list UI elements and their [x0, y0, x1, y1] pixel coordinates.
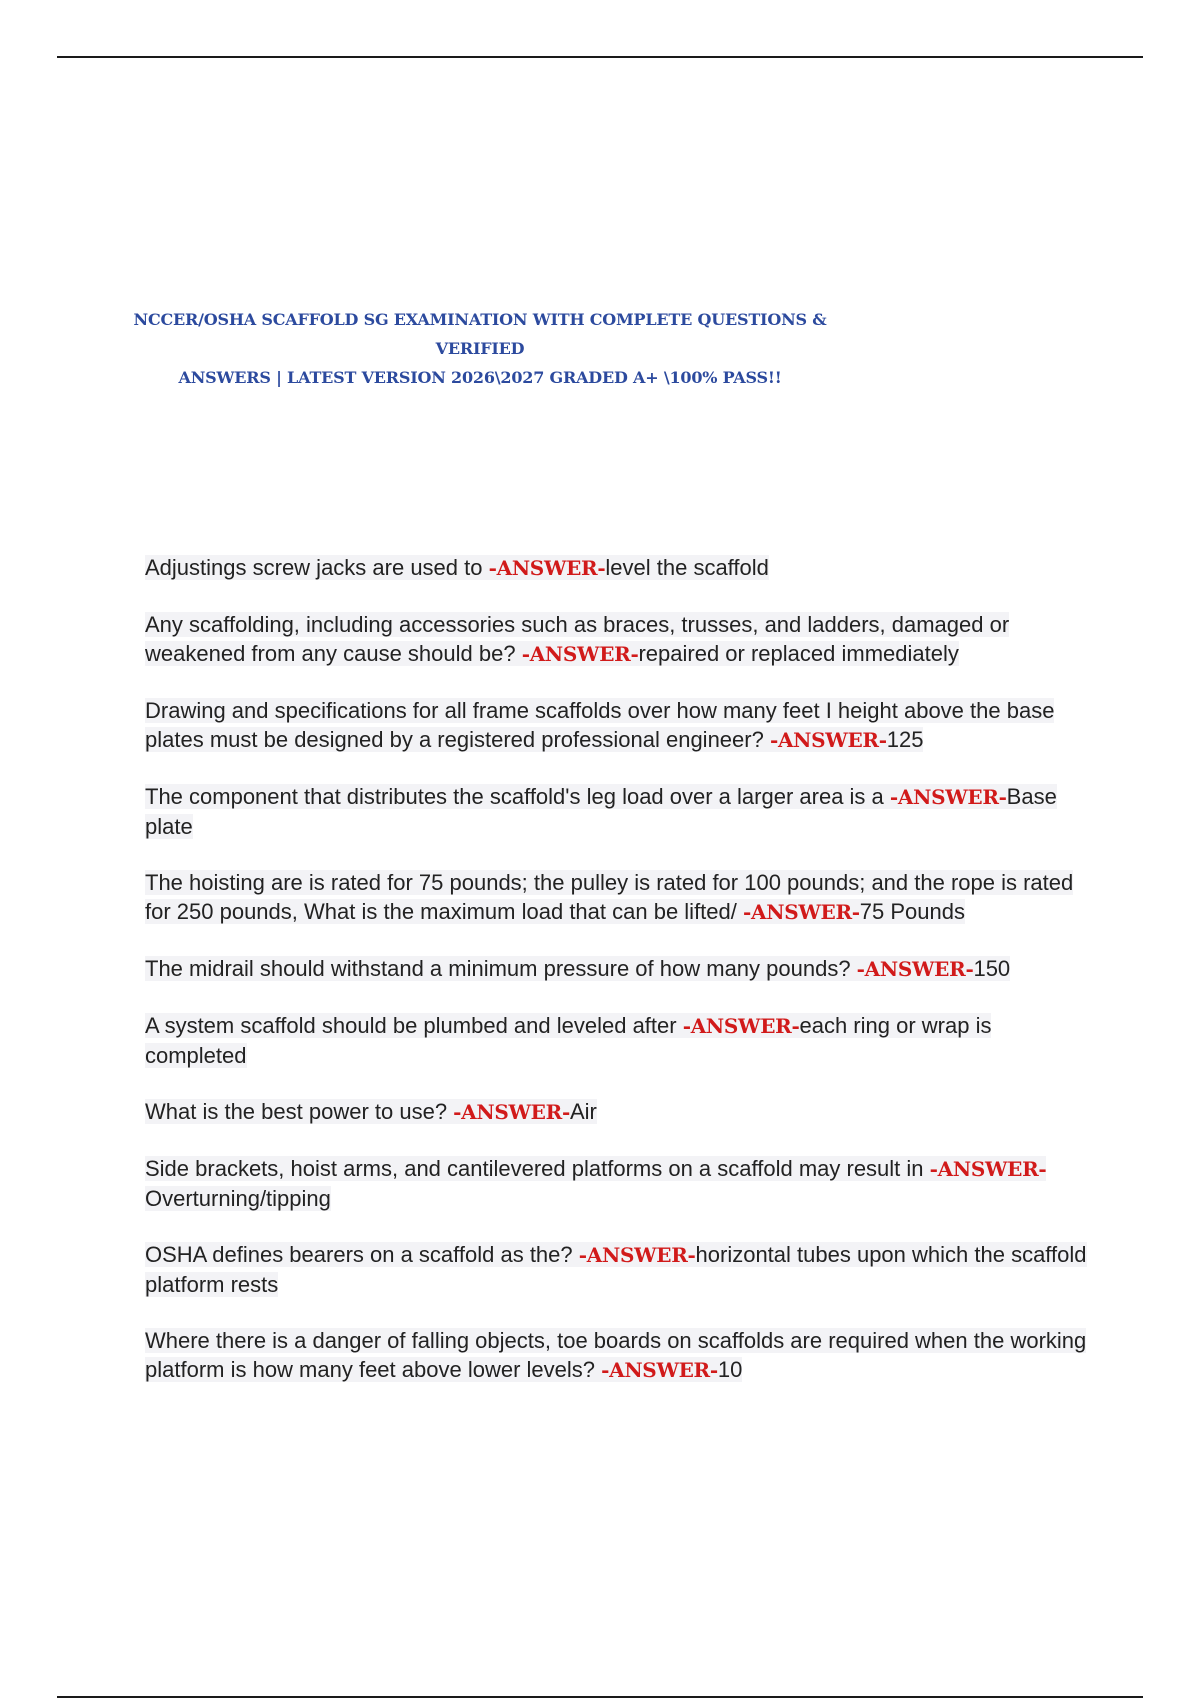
answer-text: Base plate [145, 784, 1057, 839]
answer-text: level the scaffold [605, 555, 769, 580]
document-title-line-2: ANSWERS | LATEST VERSION 2026\2027 GRADED A+ \100% PASS!! [178, 368, 782, 387]
question-text: Where there is a danger of falling objects, toe boards on scaffolds are required when the working platform is how many feet above lower levels? [145, 1328, 1087, 1382]
qa-item [145, 954, 1090, 984]
answer-text: horizontal tubes upon which the scaffold platform rests [145, 1242, 1087, 1297]
answer-marker: -ANSWER- [929, 1157, 1047, 1181]
question-text: A system scaffold should be plumbed and leveled after [145, 1013, 683, 1038]
answer-marker: -ANSWER- [743, 900, 860, 924]
answer-marker: -ANSWER- [453, 1100, 570, 1124]
qa-item [145, 610, 1090, 669]
qa-item [145, 1154, 1090, 1213]
question-text: The component that distributes the scaffold's leg load over a larger area is a [145, 784, 890, 809]
answer-text: Air [569, 1099, 597, 1124]
document-title-line-1: NCCER/OSHA SCAFFOLD SG EXAMINATION WITH COMPLETE QUESTIONS & VERIFIED [133, 310, 827, 358]
answer-marker: -ANSWER- [682, 1014, 800, 1038]
question-text: OSHA defines bearers on a scaffold as the? [145, 1242, 579, 1267]
qa-item [145, 1011, 1090, 1070]
answer-marker: -ANSWER- [488, 556, 606, 580]
answer-marker: -ANSWER- [856, 957, 974, 981]
answer-text: 10 [717, 1357, 743, 1382]
qa-item [145, 782, 1090, 841]
question-text: The hoisting are is rated for 75 pounds; the pulley is rated for 100 pounds; and the rope is rated for 250 pounds, What is the maximum load that can be lifted/ [145, 870, 1074, 924]
answer-text: repaired or replaced immediately [638, 641, 959, 666]
qa-item [145, 1240, 1090, 1299]
qa-item [145, 696, 1090, 755]
answer-marker: -ANSWER- [578, 1243, 696, 1267]
question-text: The midrail should withstand a minimum pressure of how many pounds? [145, 956, 857, 981]
answer-text: each ring or wrap is completed [145, 1013, 992, 1068]
footer-rule [57, 1696, 1143, 1698]
question-text: Any scaffolding, including accessories such as braces, trusses, and ladders, damaged or weakened from any cause should be? [145, 612, 1010, 666]
answer-text: 75 Pounds [859, 899, 965, 924]
answer-marker: -ANSWER- [601, 1358, 718, 1382]
qa-item [145, 868, 1090, 927]
document-title [100, 305, 860, 392]
question-text: Side brackets, hoist arms, and cantilevered platforms on a scaffold may result in [145, 1156, 930, 1181]
header-rule [57, 56, 1143, 58]
qa-item [145, 1097, 1090, 1127]
question-text: Drawing and specifications for all frame scaffolds over how many feet I height above the base plates must be designed by a registered professional engineer? [145, 698, 1055, 752]
answer-text: 125 [886, 727, 924, 752]
answer-text: 150 [973, 956, 1011, 981]
qa-item [145, 553, 1090, 583]
question-text: Adjustings screw jacks are used to [145, 555, 489, 580]
answer-marker: -ANSWER- [521, 642, 639, 666]
answer-text: Overturning/tipping [145, 1186, 331, 1211]
answer-marker: -ANSWER- [889, 785, 1007, 809]
qa-list [145, 553, 1090, 1412]
question-text: What is the best power to use? [145, 1099, 454, 1124]
qa-item [145, 1326, 1090, 1385]
answer-marker: -ANSWER- [769, 728, 887, 752]
